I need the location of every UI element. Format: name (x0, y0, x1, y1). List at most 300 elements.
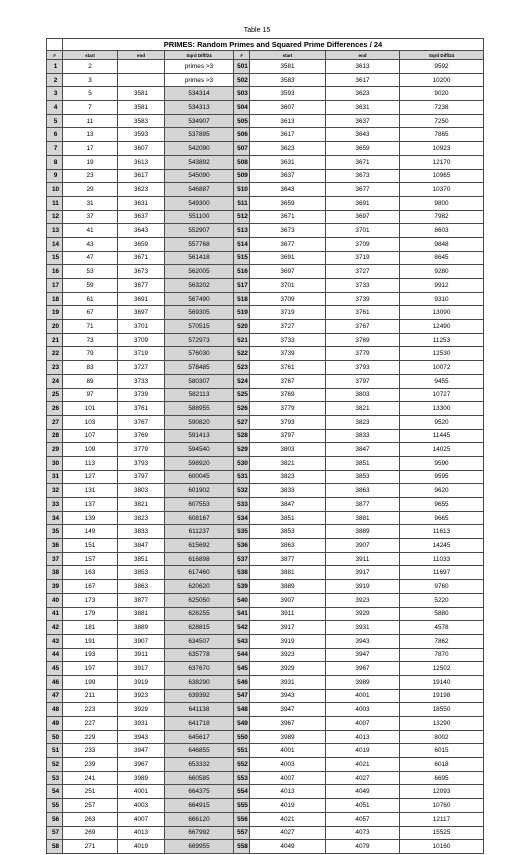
row-index-right: 533 (234, 498, 250, 512)
sqrd-diff-right: 9912 (400, 279, 484, 293)
row-index-left: 43 (47, 634, 63, 648)
row-index-left: 13 (47, 224, 63, 238)
row-index-right: 535 (234, 525, 250, 539)
row-index-left: 18 (47, 292, 63, 306)
row-index-right: 507 (234, 142, 250, 156)
table-row (47, 60, 484, 74)
row-index-right: 502 (234, 73, 250, 87)
sqrd-diff-left: 590820 (165, 415, 234, 429)
end-left: 3833 (118, 525, 165, 539)
sqrd-diff-right: 11613 (400, 525, 484, 539)
end-left: 3863 (118, 580, 165, 594)
end-left: 3727 (118, 361, 165, 375)
row-index-right: 523 (234, 361, 250, 375)
end-right: 3701 (326, 224, 400, 238)
end-left: 3797 (118, 470, 165, 484)
start-right: 3847 (250, 498, 326, 512)
end-right: 4001 (326, 689, 400, 703)
end-left: 3701 (118, 320, 165, 334)
table-row (47, 155, 484, 169)
start-left: 53 (63, 265, 118, 279)
end-left: 3631 (118, 196, 165, 210)
row-index-left: 25 (47, 388, 63, 402)
start-right: 3851 (250, 511, 326, 525)
row-index-left: 50 (47, 730, 63, 744)
end-left: 3943 (118, 730, 165, 744)
end-right: 3631 (326, 101, 400, 115)
sqrd-diff-right: 10760 (400, 799, 484, 813)
sqrd-diff-right: 12117 (400, 812, 484, 826)
start-right: 3797 (250, 429, 326, 443)
row-index-right: 508 (234, 155, 250, 169)
start-left: 199 (63, 675, 118, 689)
sqrd-diff-left: 567490 (165, 292, 234, 306)
header-end-left: end (118, 51, 165, 60)
sqrd-diff-right: 12490 (400, 320, 484, 334)
end-right: 3889 (326, 525, 400, 539)
header-sqrd-diff-left: Sqrd Diff/24 (165, 51, 234, 60)
end-right: 3617 (326, 73, 400, 87)
end-left: 3881 (118, 607, 165, 621)
sqrd-diff-right: 14245 (400, 539, 484, 553)
start-right: 3947 (250, 703, 326, 717)
start-left: 31 (63, 196, 118, 210)
sqrd-diff-right: 13090 (400, 306, 484, 320)
table-row (47, 142, 484, 156)
row-index-right: 539 (234, 580, 250, 594)
table-row (47, 730, 484, 744)
sqrd-diff-left: 534314 (165, 87, 234, 101)
table-row (47, 114, 484, 128)
start-right: 3761 (250, 361, 326, 375)
table-row (47, 840, 484, 854)
sqrd-diff-left: 549300 (165, 196, 234, 210)
row-index-right: 510 (234, 183, 250, 197)
sqrd-diff-right: 8002 (400, 730, 484, 744)
end-right: 3911 (326, 552, 400, 566)
sqrd-diff-right: 9280 (400, 265, 484, 279)
sqrd-diff-left: 545090 (165, 169, 234, 183)
start-left: 241 (63, 771, 118, 785)
table-row (47, 429, 484, 443)
row-index-right: 545 (234, 662, 250, 676)
end-left: 3659 (118, 237, 165, 251)
row-index-left: 29 (47, 443, 63, 457)
end-left: 4007 (118, 812, 165, 826)
sqrd-diff-right: 10727 (400, 388, 484, 402)
row-index-right: 544 (234, 648, 250, 662)
start-right: 3701 (250, 279, 326, 293)
start-left: 23 (63, 169, 118, 183)
end-right: 3793 (326, 361, 400, 375)
row-index-left: 17 (47, 279, 63, 293)
table-row (47, 101, 484, 115)
sqrd-diff-right: 9760 (400, 580, 484, 594)
end-left: 3821 (118, 498, 165, 512)
row-index-right: 503 (234, 87, 250, 101)
start-left: 2 (63, 60, 118, 74)
start-left: 103 (63, 415, 118, 429)
sqrd-diff-left: 563202 (165, 279, 234, 293)
start-right: 3631 (250, 155, 326, 169)
table-row (47, 785, 484, 799)
start-left: 17 (63, 142, 118, 156)
row-index-right: 530 (234, 456, 250, 470)
sqrd-diff-right: 9848 (400, 237, 484, 251)
end-right: 3697 (326, 210, 400, 224)
row-index-left: 9 (47, 169, 63, 183)
sqrd-diff-left: 635778 (165, 648, 234, 662)
sqrd-diff-left: 543892 (165, 155, 234, 169)
table-row (47, 237, 484, 251)
end-right: 3739 (326, 292, 400, 306)
sqrd-diff-right: 10200 (400, 73, 484, 87)
table-row (47, 196, 484, 210)
table-row (47, 292, 484, 306)
start-left: 173 (63, 593, 118, 607)
row-index-right: 553 (234, 771, 250, 785)
end-right: 3877 (326, 498, 400, 512)
end-right: 3943 (326, 634, 400, 648)
end-left: 3643 (118, 224, 165, 238)
start-left: 179 (63, 607, 118, 621)
sqrd-diff-left: 546887 (165, 183, 234, 197)
sqrd-diff-right: 7870 (400, 648, 484, 662)
row-index-left: 7 (47, 142, 63, 156)
end-left: 3779 (118, 443, 165, 457)
row-index-right: 536 (234, 539, 250, 553)
row-index-right: 518 (234, 292, 250, 306)
row-index-right: 534 (234, 511, 250, 525)
sqrd-diff-right: 5220 (400, 593, 484, 607)
sqrd-diff-left: 637670 (165, 662, 234, 676)
start-right: 3793 (250, 415, 326, 429)
row-index-left: 38 (47, 566, 63, 580)
row-index-right: 546 (234, 675, 250, 689)
row-index-right: 529 (234, 443, 250, 457)
end-right: 3643 (326, 128, 400, 142)
row-index-left: 22 (47, 347, 63, 361)
start-left: 167 (63, 580, 118, 594)
end-right: 3769 (326, 333, 400, 347)
start-right: 3881 (250, 566, 326, 580)
start-left: 101 (63, 402, 118, 416)
row-index-left: 49 (47, 717, 63, 731)
sqrd-diff-right: 11697 (400, 566, 484, 580)
sqrd-diff-left: 561418 (165, 251, 234, 265)
start-left: 11 (63, 114, 118, 128)
sqrd-diff-right: 6018 (400, 758, 484, 772)
sqrd-diff-left: 666120 (165, 812, 234, 826)
start-left: 193 (63, 648, 118, 662)
row-index-right: 556 (234, 812, 250, 826)
end-left: 3583 (118, 114, 165, 128)
start-left: 149 (63, 525, 118, 539)
row-index-left: 5 (47, 114, 63, 128)
row-index-left: 39 (47, 580, 63, 594)
row-index-left: 11 (47, 196, 63, 210)
start-right: 3923 (250, 648, 326, 662)
row-index-left: 23 (47, 361, 63, 375)
sqrd-diff-right: 9595 (400, 470, 484, 484)
table-row (47, 498, 484, 512)
start-left: 67 (63, 306, 118, 320)
end-right: 3779 (326, 347, 400, 361)
sqrd-diff-right: 8603 (400, 224, 484, 238)
sqrd-diff-right: 12530 (400, 347, 484, 361)
table-title: PRIMES: Random Primes and Squared Prime Differences / 24 (63, 39, 484, 51)
row-index-left: 35 (47, 525, 63, 539)
start-left: 41 (63, 224, 118, 238)
sqrd-diff-right: 9310 (400, 292, 484, 306)
end-left: 3931 (118, 717, 165, 731)
sqrd-diff-left: 641138 (165, 703, 234, 717)
start-right: 3709 (250, 292, 326, 306)
start-left: 269 (63, 826, 118, 840)
row-index-right: 547 (234, 689, 250, 703)
start-right: 4013 (250, 785, 326, 799)
end-right: 3637 (326, 114, 400, 128)
table-row (47, 374, 484, 388)
row-index-right: 501 (234, 60, 250, 74)
end-left: 3637 (118, 210, 165, 224)
row-index-right: 558 (234, 840, 250, 854)
start-left: 211 (63, 689, 118, 703)
sqrd-diff-right: 19140 (400, 675, 484, 689)
row-index-left: 12 (47, 210, 63, 224)
row-index-left: 32 (47, 484, 63, 498)
sqrd-diff-right: 15525 (400, 826, 484, 840)
start-left: 13 (63, 128, 118, 142)
end-left: 3593 (118, 128, 165, 142)
end-left: 3967 (118, 758, 165, 772)
end-right: 3931 (326, 621, 400, 635)
table-row (47, 607, 484, 621)
table-row (47, 703, 484, 717)
row-index-right: 519 (234, 306, 250, 320)
sqrd-diff-left: 638290 (165, 675, 234, 689)
end-right: 3907 (326, 539, 400, 553)
sqrd-diff-right: 5880 (400, 607, 484, 621)
end-left: 3853 (118, 566, 165, 580)
table-row (47, 771, 484, 785)
start-left: 251 (63, 785, 118, 799)
row-index-left: 46 (47, 675, 63, 689)
sqrd-diff-left: 645617 (165, 730, 234, 744)
table-caption: Table 15 (243, 27, 271, 34)
table-row (47, 183, 484, 197)
row-index-right: 541 (234, 607, 250, 621)
start-left: 29 (63, 183, 118, 197)
row-index-right: 532 (234, 484, 250, 498)
row-index-left: 36 (47, 539, 63, 553)
start-left: 257 (63, 799, 118, 813)
start-left: 59 (63, 279, 118, 293)
row-index-right: 516 (234, 265, 250, 279)
end-right: 4049 (326, 785, 400, 799)
end-right: 3929 (326, 607, 400, 621)
sqrd-diff-left: 653332 (165, 758, 234, 772)
end-right: 3613 (326, 60, 400, 74)
end-left: 3793 (118, 456, 165, 470)
sqrd-diff-right: 10072 (400, 361, 484, 375)
sqrd-diff-left: 534313 (165, 101, 234, 115)
row-index-left: 41 (47, 607, 63, 621)
start-left: 71 (63, 320, 118, 334)
row-index-left: 4 (47, 101, 63, 115)
end-left: 3947 (118, 744, 165, 758)
start-right: 3779 (250, 402, 326, 416)
sqrd-diff-left: 641718 (165, 717, 234, 731)
table-row (47, 744, 484, 758)
sqrd-diff-right: 12502 (400, 662, 484, 676)
row-index-left: 47 (47, 689, 63, 703)
row-index-right: 525 (234, 388, 250, 402)
end-left: 4013 (118, 826, 165, 840)
row-index-right: 524 (234, 374, 250, 388)
row-index-right: 527 (234, 415, 250, 429)
sqrd-diff-left: 552907 (165, 224, 234, 238)
start-left: 37 (63, 210, 118, 224)
sqrd-diff-right: 11253 (400, 333, 484, 347)
start-right: 4021 (250, 812, 326, 826)
title-corner (47, 39, 63, 51)
end-right: 3803 (326, 388, 400, 402)
sqrd-diff-left: 572973 (165, 333, 234, 347)
table-row (47, 128, 484, 142)
start-right: 3803 (250, 443, 326, 457)
sqrd-diff-right: 9020 (400, 87, 484, 101)
row-index-right: 514 (234, 237, 250, 251)
start-right: 3727 (250, 320, 326, 334)
sqrd-diff-right: 10923 (400, 142, 484, 156)
start-right: 3943 (250, 689, 326, 703)
table-row (47, 73, 484, 87)
table-row (47, 621, 484, 635)
row-index-right: 512 (234, 210, 250, 224)
table-row (47, 402, 484, 416)
header-start-left: start (63, 51, 118, 60)
end-left: 3919 (118, 675, 165, 689)
row-index-left: 31 (47, 470, 63, 484)
table-row (47, 717, 484, 731)
sqrd-diff-right: 13290 (400, 717, 484, 731)
row-index-right: 520 (234, 320, 250, 334)
row-index-left: 1 (47, 60, 63, 74)
end-left: 3739 (118, 388, 165, 402)
end-right: 3853 (326, 470, 400, 484)
start-left: 271 (63, 840, 118, 854)
sqrd-diff-left: 601902 (165, 484, 234, 498)
row-index-right: 557 (234, 826, 250, 840)
table-row (47, 662, 484, 676)
sqrd-diff-left: 664375 (165, 785, 234, 799)
start-left: 61 (63, 292, 118, 306)
table-row (47, 456, 484, 470)
row-index-right: 537 (234, 552, 250, 566)
table-row (47, 224, 484, 238)
row-index-left: 33 (47, 498, 63, 512)
start-right: 3719 (250, 306, 326, 320)
end-right: 3761 (326, 306, 400, 320)
sqrd-diff-right: 7982 (400, 210, 484, 224)
table-row (47, 251, 484, 265)
row-index-right: 531 (234, 470, 250, 484)
end-left: 3923 (118, 689, 165, 703)
sqrd-diff-right: 7250 (400, 114, 484, 128)
end-left: 3709 (118, 333, 165, 347)
row-index-right: 522 (234, 347, 250, 361)
sqrd-diff-left: 667992 (165, 826, 234, 840)
row-index-right: 552 (234, 758, 250, 772)
row-index-left: 45 (47, 662, 63, 676)
row-index-right: 504 (234, 101, 250, 115)
sqrd-diff-right: 11445 (400, 429, 484, 443)
sqrd-diff-right: 9592 (400, 60, 484, 74)
start-right: 3583 (250, 73, 326, 87)
sqrd-diff-right: 9620 (400, 484, 484, 498)
end-right: 3919 (326, 580, 400, 594)
start-left: 131 (63, 484, 118, 498)
sqrd-diff-left: 615692 (165, 539, 234, 553)
sqrd-diff-left: 626255 (165, 607, 234, 621)
start-right: 4027 (250, 826, 326, 840)
row-index-left: 24 (47, 374, 63, 388)
sqrd-diff-right: 7238 (400, 101, 484, 115)
sqrd-diff-right: 11033 (400, 552, 484, 566)
start-left: 109 (63, 443, 118, 457)
row-index-left: 55 (47, 799, 63, 813)
end-right: 3733 (326, 279, 400, 293)
row-index-right: 549 (234, 717, 250, 731)
start-right: 3593 (250, 87, 326, 101)
start-left: 47 (63, 251, 118, 265)
start-right: 3769 (250, 388, 326, 402)
table-row (47, 648, 484, 662)
row-index-right: 511 (234, 196, 250, 210)
start-right: 3821 (250, 456, 326, 470)
end-right: 3823 (326, 415, 400, 429)
row-index-left: 30 (47, 456, 63, 470)
end-left: 3581 (118, 87, 165, 101)
end-right: 4013 (326, 730, 400, 744)
row-index-left: 37 (47, 552, 63, 566)
row-index-right: 513 (234, 224, 250, 238)
row-index-right: 550 (234, 730, 250, 744)
row-index-right: 528 (234, 429, 250, 443)
end-left: 3623 (118, 183, 165, 197)
start-right: 3617 (250, 128, 326, 142)
start-left: 43 (63, 237, 118, 251)
start-right: 3929 (250, 662, 326, 676)
sqrd-diff-left: 611237 (165, 525, 234, 539)
end-left: 3691 (118, 292, 165, 306)
sqrd-diff-left: 580307 (165, 374, 234, 388)
start-left: 7 (63, 101, 118, 115)
row-index-left: 40 (47, 593, 63, 607)
table-row (47, 799, 484, 813)
sqrd-diff-left: 569305 (165, 306, 234, 320)
sqrd-diff-right: 10370 (400, 183, 484, 197)
end-right: 4073 (326, 826, 400, 840)
end-left (118, 73, 165, 87)
sqrd-diff-right: 8645 (400, 251, 484, 265)
table-row (47, 689, 484, 703)
start-right: 3673 (250, 224, 326, 238)
sqrd-diff-left: 594540 (165, 443, 234, 457)
start-left: 5 (63, 87, 118, 101)
end-right: 3863 (326, 484, 400, 498)
